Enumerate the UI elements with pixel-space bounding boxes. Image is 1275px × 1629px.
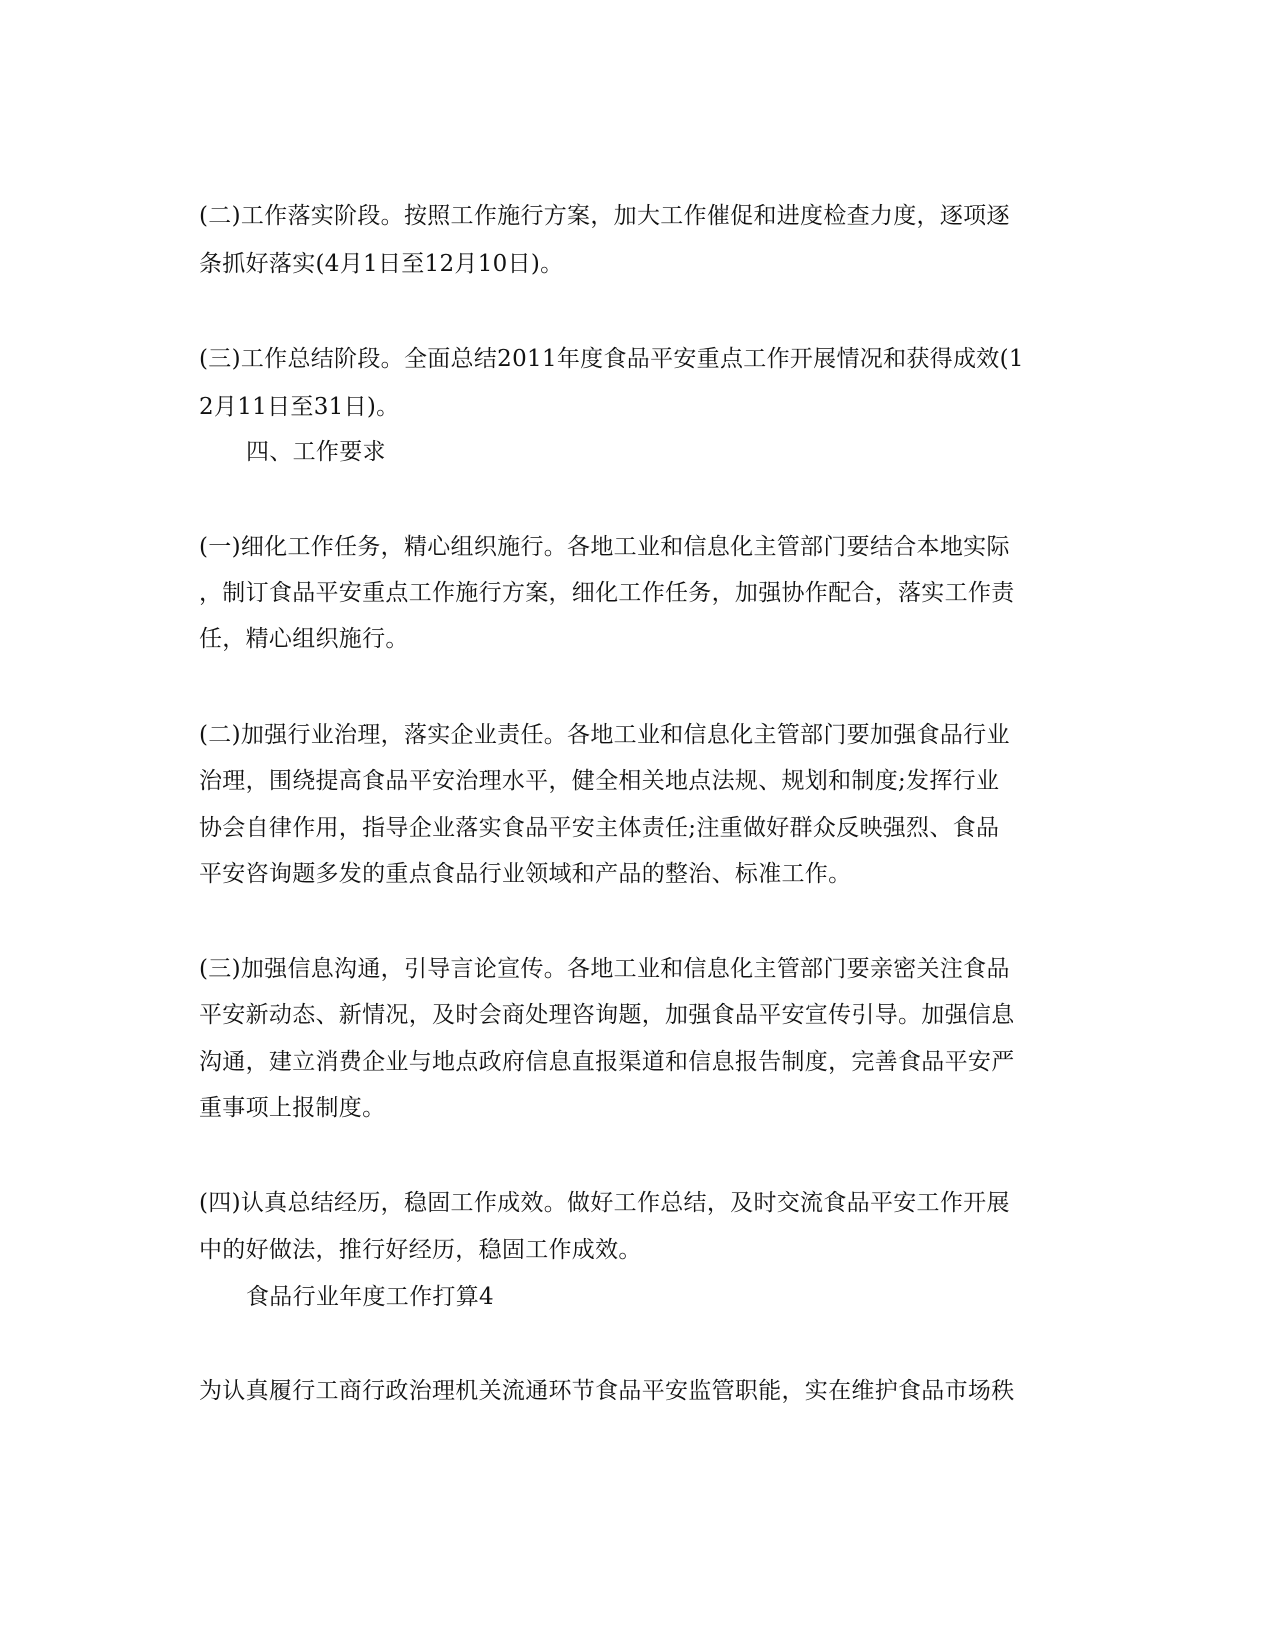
- paragraph-line: 治理，围绕提高食品平安治理水平，健全相关地点法规、规划和制度;发挥行业: [199, 768, 1000, 794]
- paragraph-line: 协会自律作用，指导企业落实食品平安主体责任;注重做好群众反映强烈、食品: [199, 815, 1000, 841]
- section-heading: 四、工作要求: [246, 439, 386, 465]
- paragraph-line: (三)加强信息沟通，引导言论宣传。各地工业和信息化主管部门要亲密关注食品: [199, 956, 1010, 982]
- paragraph-line: 沟通，建立消费企业与地点政府信息直报渠道和信息报告制度，完善食品平安严: [199, 1049, 1015, 1075]
- paragraph-line: 任，精心组织施行。: [199, 626, 409, 652]
- paragraph-line: 重事项上报制度。: [199, 1095, 386, 1121]
- paragraph-line: (四)认真总结经历，稳固工作成效。做好工作总结，及时交流食品平安工作开展: [199, 1190, 1010, 1216]
- paragraph-line: (一)细化工作任务，精心组织施行。各地工业和信息化主管部门要结合本地实际: [199, 534, 1010, 560]
- section-heading: 食品行业年度工作打算4: [246, 1284, 494, 1310]
- paragraph-line: 平安咨询题多发的重点食品行业领域和产品的整治、标准工作。: [199, 861, 852, 887]
- paragraph-line: 为认真履行工商行政治理机关流通环节食品平安监管职能，实在维护食品市场秩: [199, 1378, 1015, 1404]
- paragraph-line: 条抓好落实(4月1日至12月10日)。: [199, 251, 564, 277]
- paragraph-line: ，制订食品平安重点工作施行方案，细化工作任务，加强协作配合，落实工作责: [199, 580, 1015, 606]
- paragraph-line: (二)加强行业治理，落实企业责任。各地工业和信息化主管部门要加强食品行业: [199, 722, 1010, 748]
- paragraph-line: 中的好做法，推行好经历，稳固工作成效。: [199, 1237, 642, 1263]
- paragraph-line: (三)工作总结阶段。全面总结2011年度食品平安重点工作开展情况和获得成效(1: [199, 346, 1024, 372]
- paragraph-line: (二)工作落实阶段。按照工作施行方案，加大工作催促和进度检查力度，逐项逐: [199, 203, 1010, 229]
- paragraph-line: 2月11日至31日)。: [199, 394, 400, 420]
- paragraph-line: 平安新动态、新情况，及时会商处理咨询题，加强食品平安宣传引导。加强信息: [199, 1002, 1015, 1028]
